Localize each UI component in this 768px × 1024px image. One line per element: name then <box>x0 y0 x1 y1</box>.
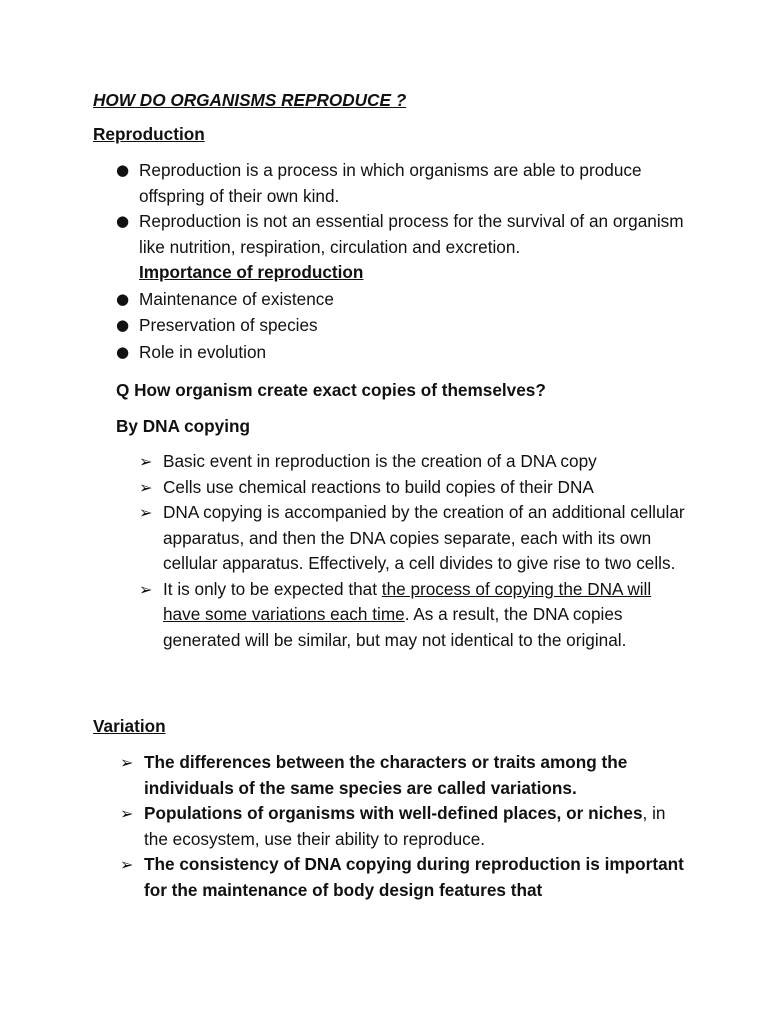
disc-bullet-icon: ● <box>116 289 130 308</box>
reproduction-bullet-list <box>116 158 699 365</box>
arrowhead-bullet-icon: ➢ <box>139 477 153 497</box>
section-heading-reproduction: Reproduction <box>93 124 205 144</box>
variation-points-list <box>120 750 684 903</box>
dna-points-list <box>139 449 693 653</box>
list-item: ➢ Basic event in reproduction is the creation of a DNA copy <box>163 449 693 475</box>
arrowhead-bullet-icon: ➢ <box>139 503 153 522</box>
disc-bullet-icon: ● <box>116 316 130 334</box>
question-heading: Q How organism create exact copies of themselves? <box>116 380 546 400</box>
disc-bullet-icon: ● <box>116 342 130 361</box>
arrowhead-bullet-icon: ➢ <box>120 855 134 874</box>
list-item: ➢ The consistency of DNA copying during reproduction is important for the maintenance of body design features that <box>120 854 684 900</box>
arrowhead-bullet-icon: ➢ <box>139 579 153 599</box>
disc-bullet-icon: ● <box>116 212 130 230</box>
subheading-importance: Importance of reproduction <box>139 262 364 282</box>
arrowhead-bullet-icon: ➢ <box>120 804 134 823</box>
list-item: ● Preservation of species <box>139 313 699 339</box>
list-item: ➢ The differences between the characters or traits among the individuals of the same species are called variations. <box>120 752 628 798</box>
list-item: ➢ DNA copying is accompanied by the creation of an additional cellular apparatus, and then the DNA copies separate, each with its own cellular apparatus. Effectively, a cell divides to give rise to two cells. <box>139 502 685 573</box>
list-item: ➢ Cells use chemical reactions to build copies of their DNA <box>163 475 693 501</box>
page-title: HOW DO ORGANISMS REPRODUCE ? <box>93 90 407 110</box>
answer-heading: By DNA copying <box>116 416 251 436</box>
list-item: ➢ Populations of organisms with well-defined places, or niches, in the ecosystem, use their ability to reproduce. <box>120 803 666 849</box>
arrowhead-bullet-icon: ➢ <box>139 452 153 471</box>
list-item: ● Reproduction is not an essential process for the survival of an organism like nutrition, respiration, circulation and excretion. <box>116 211 684 257</box>
list-item: ● Maintenance of existence <box>139 287 699 313</box>
underlined-phrase: the process of copying the DNA will have some variations each time <box>163 578 652 624</box>
list-item: ➢ It is only to be expected that the process of copying the DNA will have some variations each time. As a result, the DNA copies generated will be similar, but may not identical to the original. <box>139 578 652 650</box>
section-heading-variation: Variation <box>93 716 166 736</box>
list-item: ● Reproduction is a process in which organisms are able to produce offspring of their own kind. <box>116 160 642 206</box>
list-item: ● Role in evolution <box>139 340 699 366</box>
arrowhead-bullet-icon: ➢ <box>120 753 134 772</box>
disc-bullet-icon: ● <box>116 161 130 179</box>
